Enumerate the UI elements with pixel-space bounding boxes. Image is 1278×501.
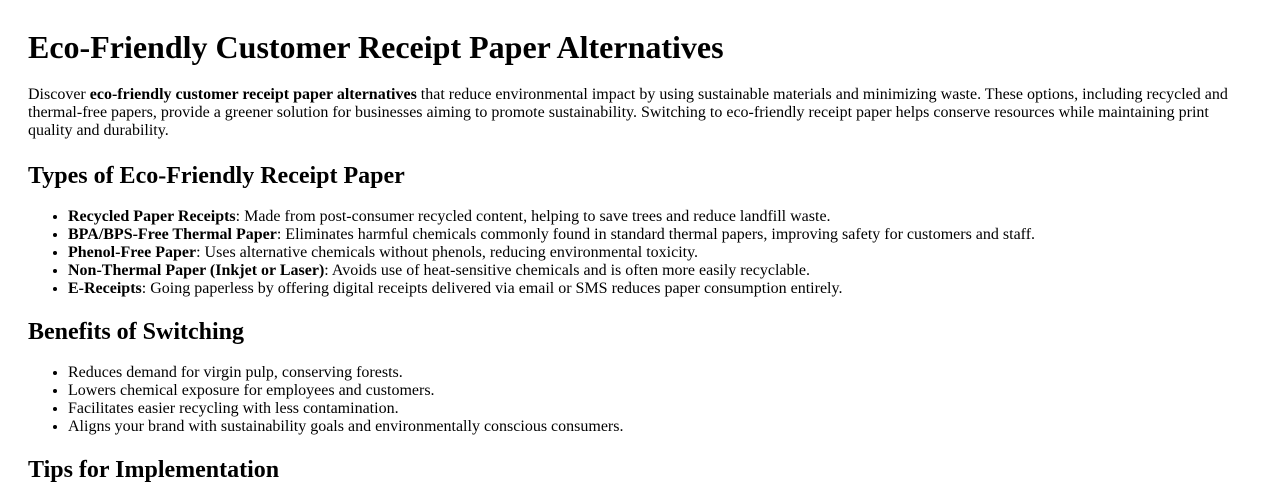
list-item: • Lowers chemical exposure for employees and customers. bbox=[68, 382, 1250, 400]
type-description: : Eliminates harmful chemicals commonly found in standard thermal papers, improving safety for customers and staff. bbox=[276, 226, 1036, 243]
list-item bbox=[68, 244, 1250, 262]
list-item: • Reduces demand for virgin pulp, conserving forests. bbox=[68, 364, 1250, 382]
type-term: Phenol-Free Paper bbox=[68, 244, 197, 261]
intro-text-after: that reduce environmental impact by using sustainable materials and minimizing waste. These options, including recycled and thermal-free papers, provide a greener solution for businesses aiming to promote sustainability. Switching to eco-friendly receipt paper helps conserve resources while maintaining print quality and durability. bbox=[28, 86, 1228, 139]
list-item bbox=[68, 262, 1250, 280]
list-item: • Aligns your brand with sustainability goals and environmentally conscious consumers. bbox=[68, 418, 1250, 436]
intro-text-before: Discover bbox=[28, 86, 90, 103]
list-item bbox=[68, 208, 1250, 226]
intro-paragraph bbox=[28, 86, 1250, 140]
type-description: : Uses alternative chemicals without phenols, reducing environmental toxicity. bbox=[196, 244, 699, 261]
type-description: : Going paperless by offering digital receipts delivered via email or SMS reduces paper consumption entirely. bbox=[141, 280, 843, 297]
intro-bold-phrase: eco-friendly customer receipt paper alternatives bbox=[89, 86, 417, 103]
tips-heading: Tips for Implementation bbox=[28, 457, 280, 483]
benefits-list bbox=[28, 364, 1250, 436]
type-term: E-Receipts bbox=[68, 280, 142, 297]
type-description: : Avoids use of heat-sensitive chemicals and is often more easily recyclable. bbox=[324, 262, 811, 279]
type-description: : Made from post-consumer recycled content, helping to save trees and reduce landfill waste. bbox=[235, 208, 831, 225]
type-term: BPA/BPS-Free Thermal Paper bbox=[68, 226, 277, 243]
type-term: Non-Thermal Paper (Inkjet or Laser) bbox=[68, 262, 325, 279]
type-term: Recycled Paper Receipts bbox=[68, 208, 236, 225]
page-title: Eco-Friendly Customer Receipt Paper Alternatives bbox=[28, 29, 724, 65]
list-item bbox=[68, 226, 1250, 244]
list-item: • Facilitates easier recycling with less contamination. bbox=[68, 400, 1250, 418]
benefits-heading: Benefits of Switching bbox=[28, 319, 244, 345]
list-item bbox=[68, 280, 1250, 298]
types-heading: Types of Eco-Friendly Receipt Paper bbox=[28, 163, 405, 189]
types-list bbox=[28, 208, 1250, 298]
